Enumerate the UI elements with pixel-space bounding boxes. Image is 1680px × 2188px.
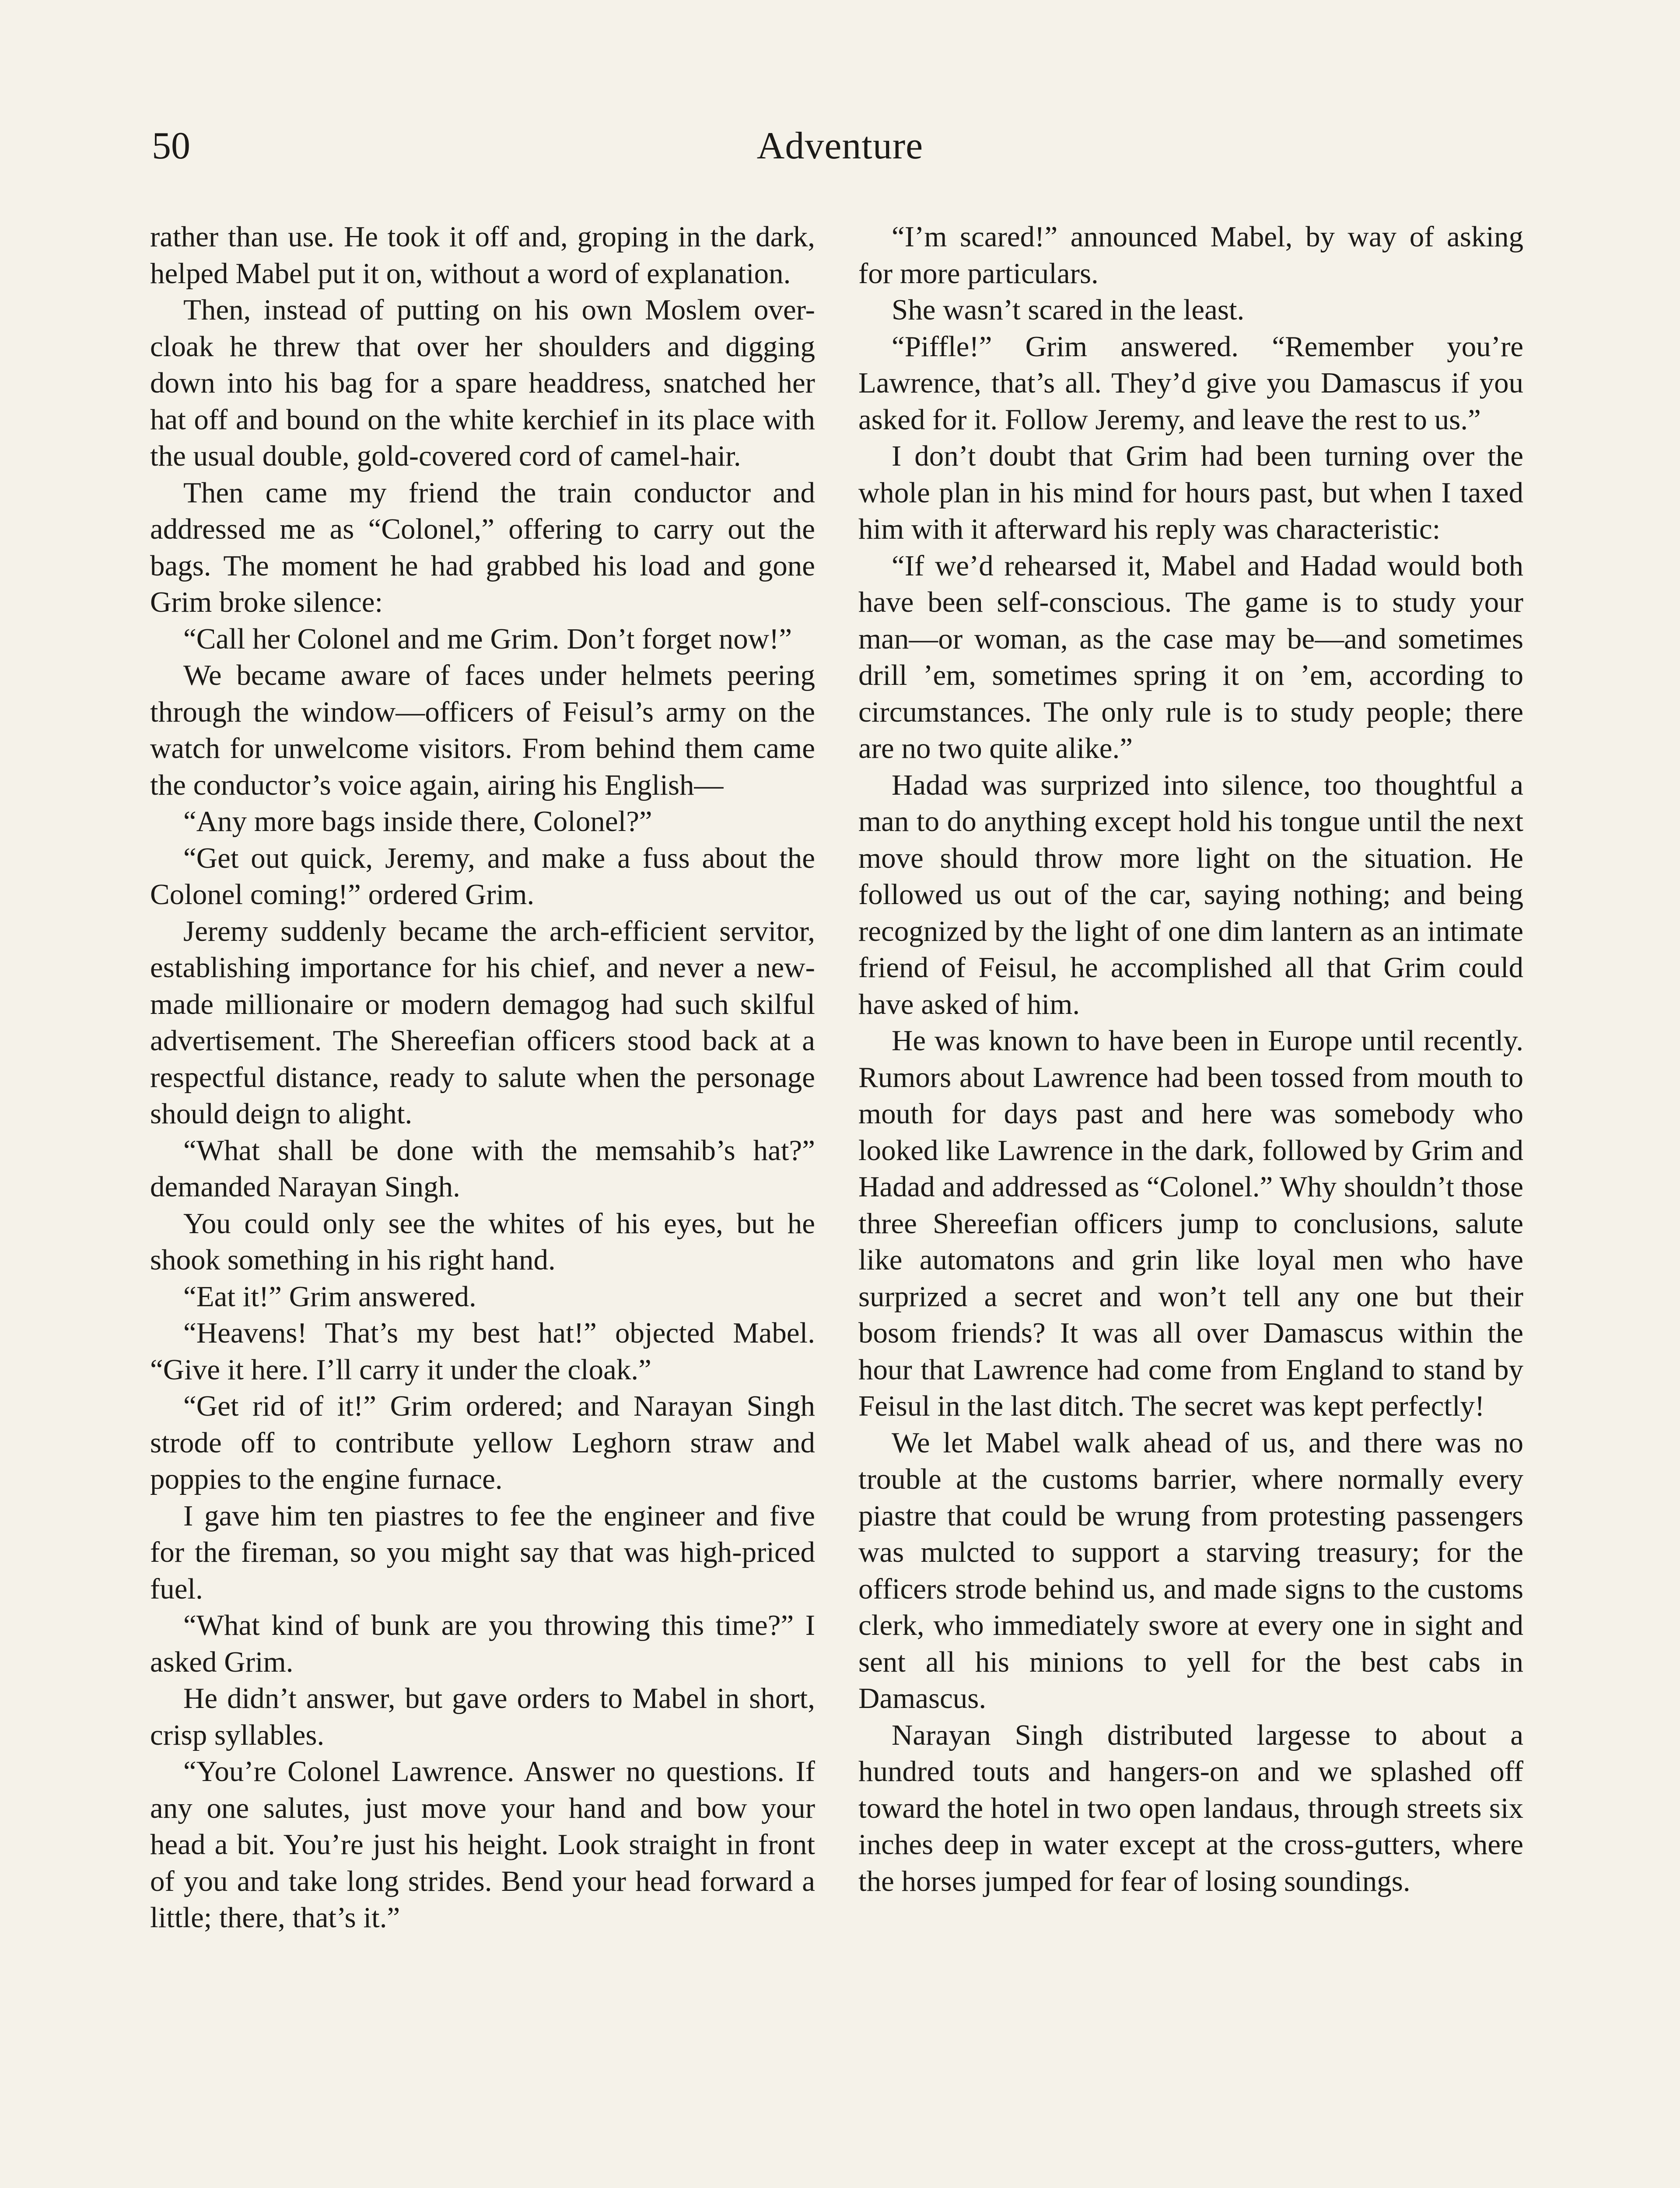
paragraph: Then came my friend the train conductor and addressed me as “Colonel,” offering to carry out the bags. The moment he had grabbed his load and gone Grim broke silence: xyxy=(150,476,815,618)
running-head-title: Adventure xyxy=(756,125,924,167)
paragraph: Then, instead of putting on his own Moslem over-cloak he threw that over her shoulders and digging down into his bag for a spare headdress, snatched her hat off and bound on the white kerchief in its place with the usual double, gold-covered cord of camel-hair. xyxy=(150,294,815,472)
paragraph: I gave him ten piastres to fee the engineer and five for the fireman, so you might say that was high-priced fuel. xyxy=(150,1499,815,1605)
paragraph: “Eat it!” Grim answered. xyxy=(183,1280,476,1313)
paragraph: rather than use. He took it off and, groping in the dark, helped Mabel put it on, without a word of explanation. xyxy=(150,221,815,290)
paragraph: Narayan Singh distributed largesse to about a hundred touts and hangers-on and we splashed off toward the hotel in two open landaus, through streets six inches deep in water except at the cross-gutters, where the horses jumped for fear of losing soundings. xyxy=(858,1718,1523,1897)
paragraph: She wasn’t scared in the least. xyxy=(892,294,1245,326)
paragraph: “If we’d rehearsed it, Mabel and Hadad would both have been self-conscious. The game is to study your man—or woman, as the case may be—and sometimes drill ’em, sometimes spring it on ’em, according to circumstances. The only rule is to study people; there are no two quite alike.” xyxy=(858,549,1523,764)
paragraph: Hadad was surprized into silence, too thoughtful a man to do anything except hold his tongue until the next move should throw more light on the situation. He followed us out of the car, saying nothing; and being recognized by the light of one dim lantern as an intimate friend of Feisul, he accomplished all that Grim could have asked of him. xyxy=(858,768,1523,1020)
page-number: 50 xyxy=(152,125,190,167)
paragraph: “Call her Colonel and me Grim. Don’t forget now!” xyxy=(183,622,792,655)
right-text-column xyxy=(858,219,1523,1900)
paragraph: “Get rid of it!” Grim ordered; and Narayan Singh strode off to contribute yellow Leghorn straw and poppies to the engine furnace. xyxy=(150,1390,815,1495)
left-text-column xyxy=(150,219,815,1936)
paragraph: He didn’t answer, but gave orders to Mabel in short, crisp syllables. xyxy=(150,1682,815,1751)
paragraph: “What shall be done with the memsahib’s hat?” demanded Narayan Singh. xyxy=(150,1134,815,1203)
paragraph: We became aware of faces under helmets peering through the window—officers of Feisul’s army on the watch for unwelcome visitors. From behind them came the conductor’s voice again, airing his English— xyxy=(150,659,815,801)
paragraph: We let Mabel walk ahead of us, and there was no trouble at the customs barrier, where normally every piastre that could be wrung from protesting passengers was mulcted to support a starving treasury; for the officers strode behind us, and made signs to the customs clerk, who immediately swore at every one in sight and sent all his minions to yell for the best cabs in Damascus. xyxy=(858,1426,1523,1715)
paragraph: You could only see the whites of his eyes, but he shook something in his right hand. xyxy=(150,1207,815,1276)
paragraph: Jeremy suddenly became the arch-efficient servitor, establishing importance for his chief, and never a new-made millionaire or modern demagog had such skilful advertisement. The Shereefian officers stood back at a respectful distance, ready to salute when the personage should deign to alight. xyxy=(150,915,815,1130)
paragraph: “Piffle!” Grim answered. “Remember you’re Lawrence, that’s all. They’d give you Damascus if you asked for it. Follow Jeremy, and leave the rest to us.” xyxy=(858,330,1523,436)
paragraph: “Heavens! That’s my best hat!” objected Mabel. “Give it here. I’ll carry it under the cloak.” xyxy=(150,1317,815,1386)
paragraph: “You’re Colonel Lawrence. Answer no questions. If any one salutes, just move your hand and bow your head a bit. You’re just his height. Look straight in front of you and take long strides. Bend your head forward a little; there, that’s it.” xyxy=(150,1755,815,1934)
paragraph: “Any more bags inside there, Colonel?” xyxy=(183,805,652,838)
paragraph: “What kind of bunk are you throwing this time?” I asked Grim. xyxy=(150,1609,815,1678)
paragraph: “Get out quick, Jeremy, and make a fuss about the Colonel coming!” ordered Grim. xyxy=(150,842,815,911)
paragraph: I don’t doubt that Grim had been turning over the whole plan in his mind for hours past, but when I taxed him with it afterward his reply was characteristic: xyxy=(858,440,1523,545)
paragraph: He was known to have been in Europe until recently. Rumors about Lawrence had been tossed from mouth to mouth for days past and here was somebody who looked like Lawrence in the dark, followed by Grim and Hadad and addressed as “Colonel.” Why shouldn’t those three Shereefian officers jump to conclusions, salute like automatons and grin like loyal men who have surprized a secret and won’t tell any one but their bosom friends? It was all over Damascus within the hour that Lawrence had come from England to stand by Feisul in the last ditch. The secret was kept perfectly! xyxy=(858,1024,1523,1422)
paragraph: “I’m scared!” announced Mabel, by way of asking for more particulars. xyxy=(858,221,1523,290)
